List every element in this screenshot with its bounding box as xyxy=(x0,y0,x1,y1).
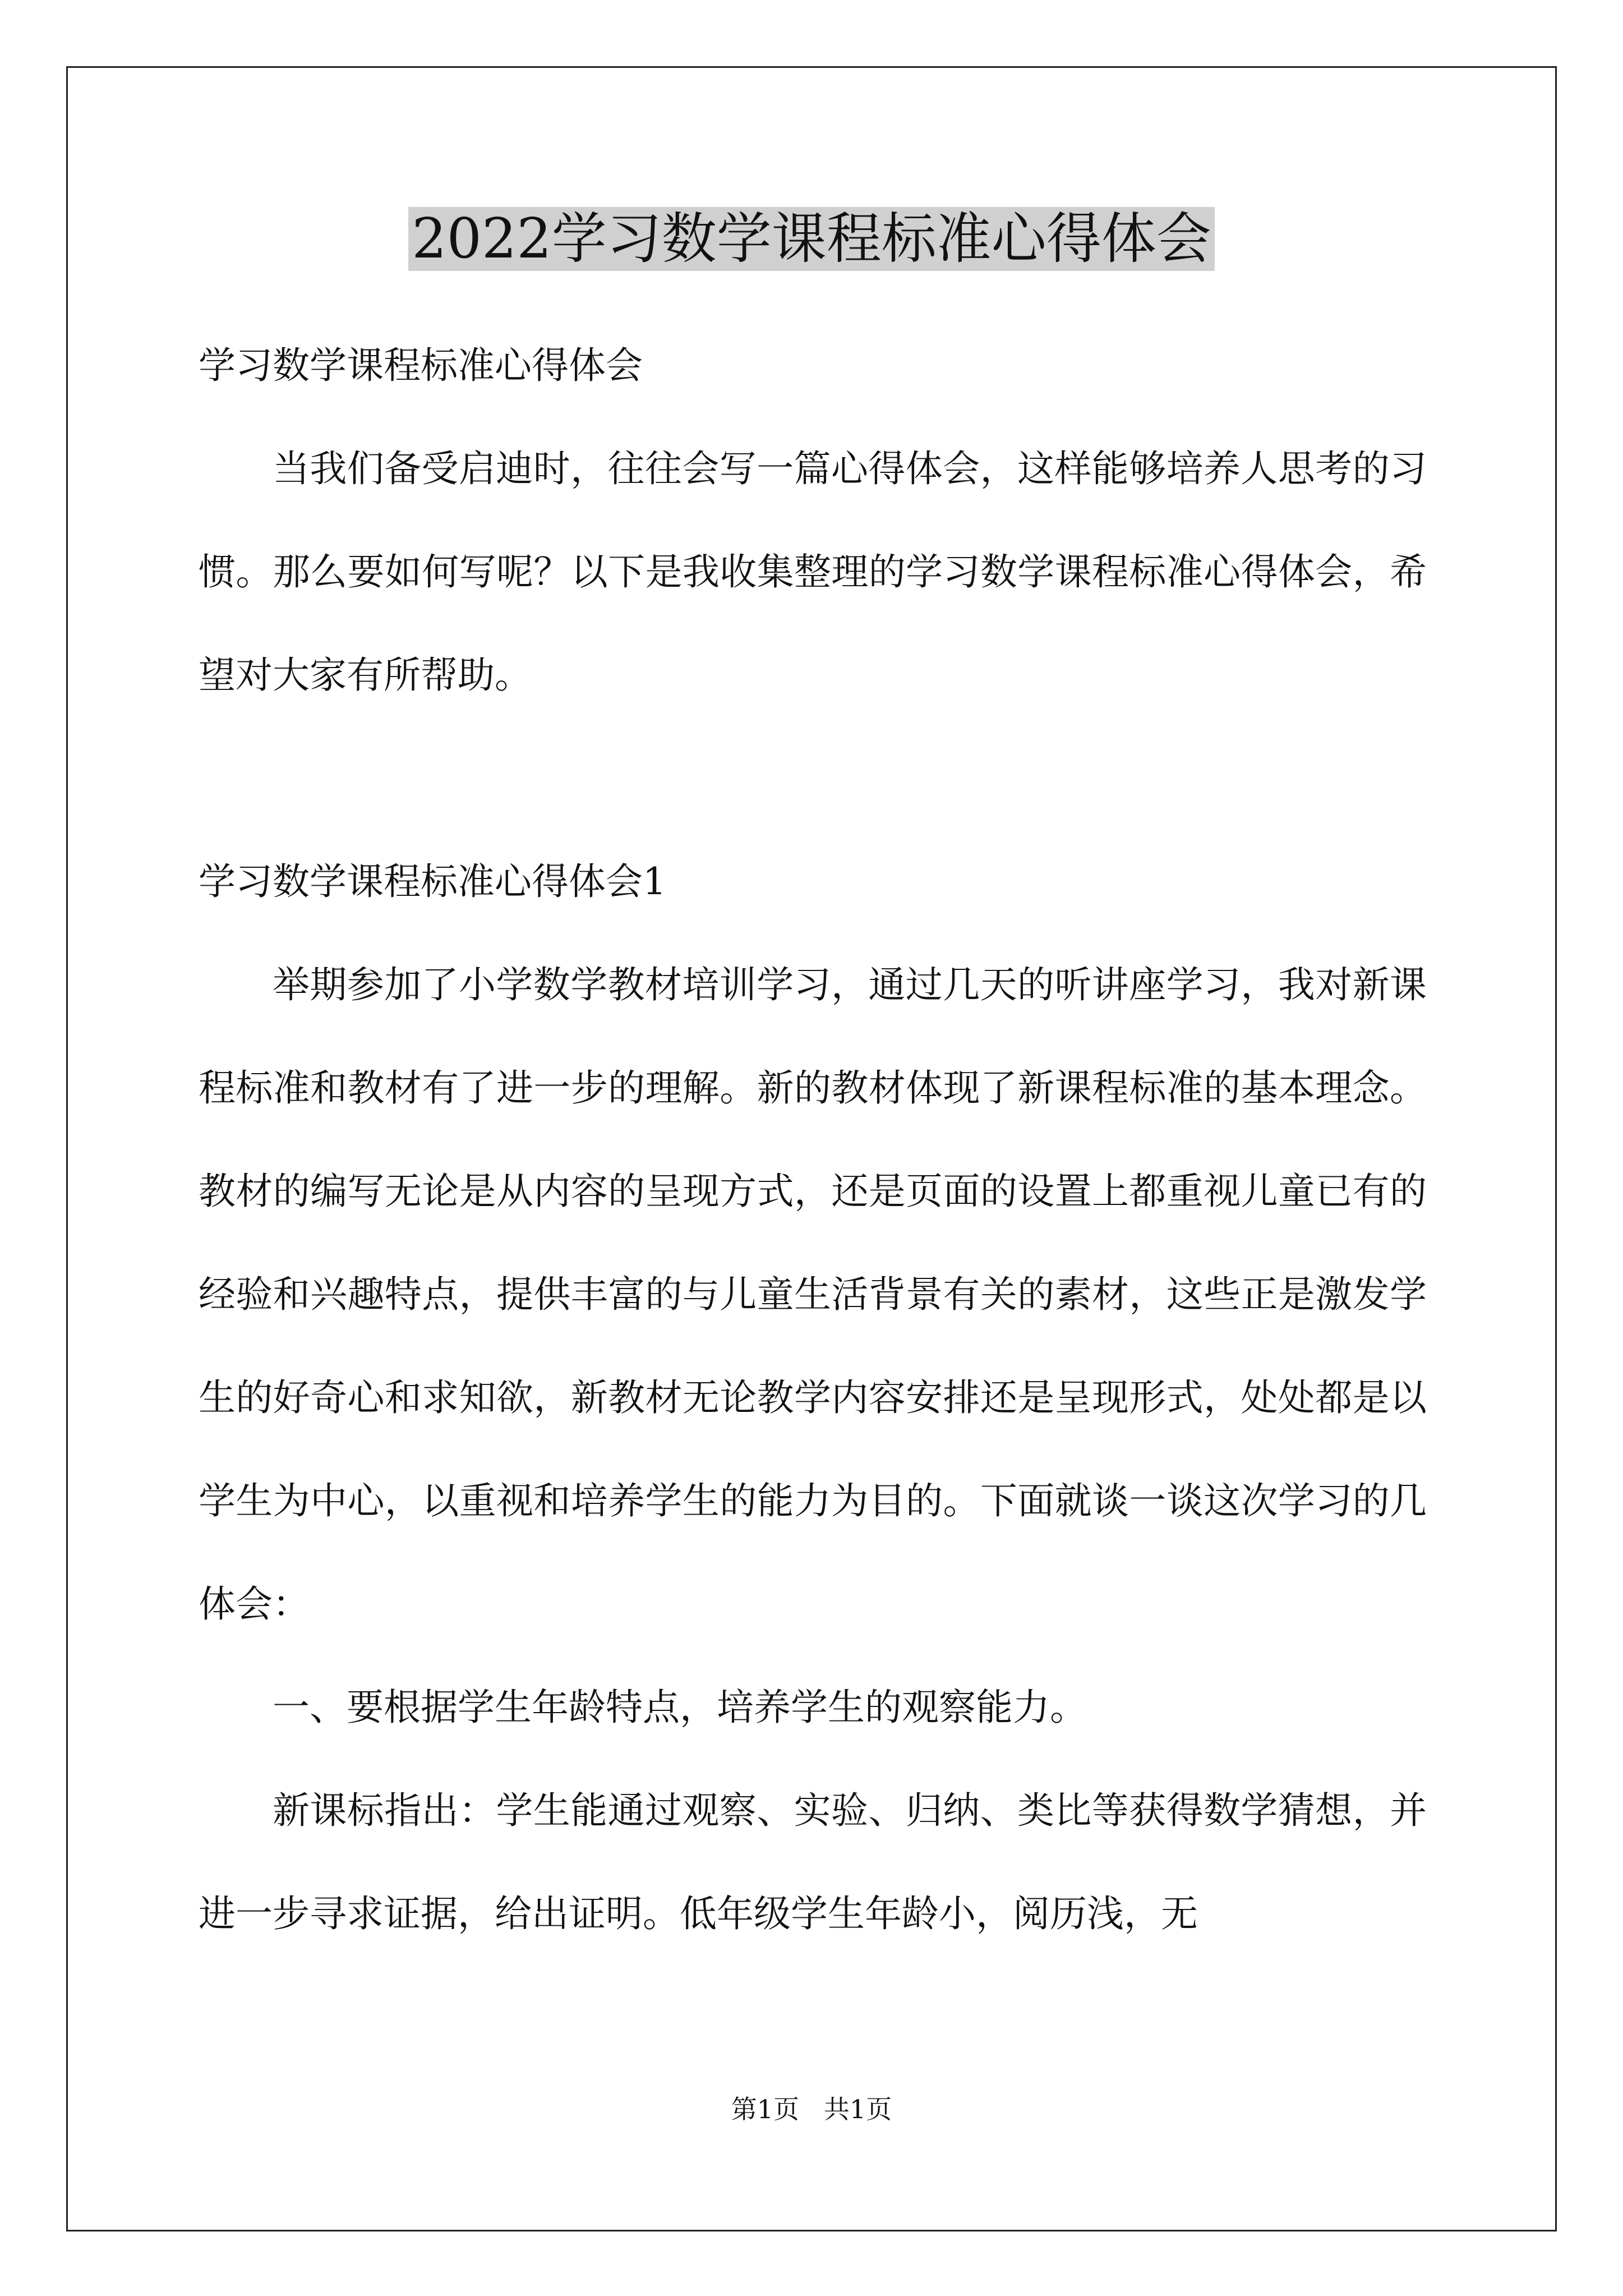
document-title xyxy=(0,200,1623,278)
page-footer: 第1页 共1页 xyxy=(731,2094,892,2124)
document-title-text: 2022学习数学课程标准心得体会 xyxy=(408,207,1214,271)
document-body xyxy=(199,314,1427,1966)
subsection-heading: 学习数学课程标准心得体会1 xyxy=(199,860,666,903)
section-heading: 学习数学课程标准心得体会 xyxy=(199,344,643,387)
body-paragraph: 举期参加了小学数学教材培训学习，通过几天的听讲座学习，我对新课程标准和教材有了进一步的理解。新的教材体现了新课程标准的基本理念。教材的编写无论是从内容的呈现方式，还是页面的设置上都重视儿童已有的经验和兴趣特点，提供丰富的与儿童生活背景有关的素材，这些正是激发学生的好奇心和求知欲，新教材无论教学内容安排还是呈现形式，处处都是以学生为中心，以重视和培养学生的能力为目的。下面就谈一谈这次学习的几体会： xyxy=(199,963,1427,1626)
intro-paragraph: 当我们备受启迪时，往往会写一篇心得体会，这样能够培养人思考的习惯。那么要如何写呢？以下是我收集整理的学习数学课程标准心得体会，希望对大家有所帮助。 xyxy=(199,447,1427,697)
body-paragraph-2: 新课标指出：学生能通过观察、实验、归纳、类比等获得数学猜想，并进一步寻求证据，给出证明。低年级学生年龄小，阅历浅，无 xyxy=(199,1789,1427,1935)
point-heading: 一、要根据学生年龄特点，培养学生的观察能力。 xyxy=(273,1686,1087,1729)
paragraph-spacer xyxy=(199,727,1427,830)
